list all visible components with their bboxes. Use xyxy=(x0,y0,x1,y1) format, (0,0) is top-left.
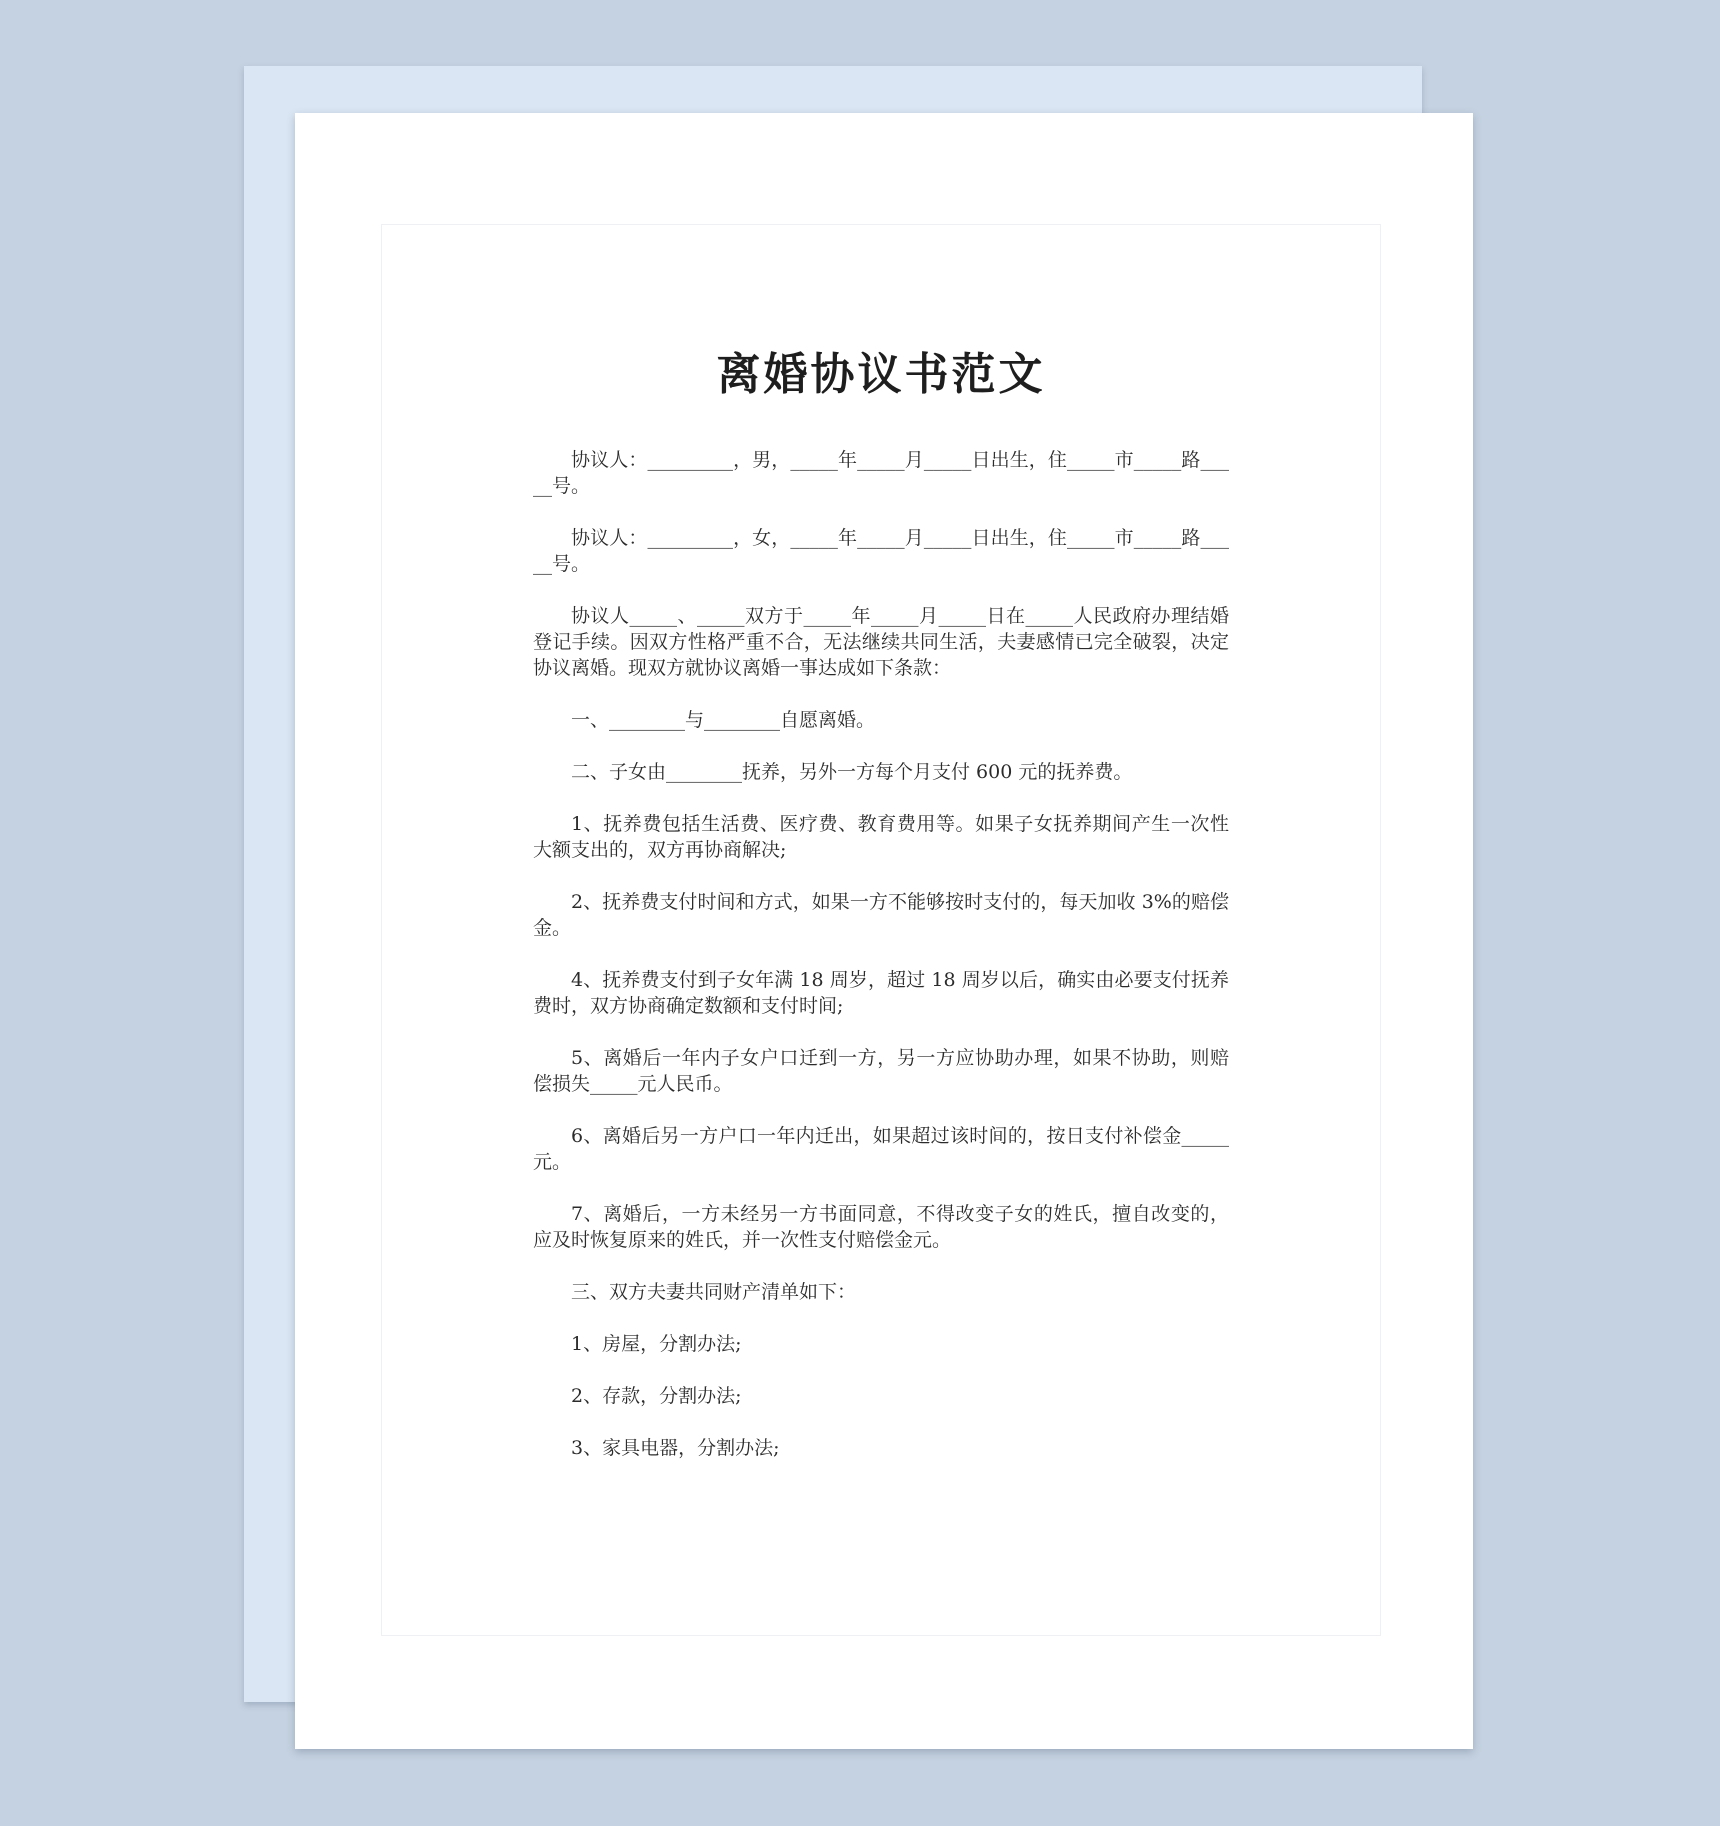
paragraph-party-female: 协议人：_________，女，_____年_____月_____日出生，住_____市_____路_____号。 xyxy=(533,527,1229,575)
clause-2-item-7: 7、离婚后，一方未经另一方书面同意，不得改变子女的姓氏，擅自改变的，应及时恢复原来的姓氏，并一次性支付赔偿金元。 xyxy=(533,1203,1229,1251)
clause-2-custody: 二、子女由________抚养，另外一方每个月支付 600 元的抚养费。 xyxy=(571,761,1133,783)
document-body xyxy=(533,345,1229,1487)
clause-1-divorce: 一、________与________自愿离婚。 xyxy=(571,709,876,731)
clause-2-item-6: 6、离婚后另一方户口一年内迁出，如果超过该时间的，按日支付补偿金_____元。 xyxy=(533,1125,1229,1173)
clause-2-item-1: 1、抚养费包括生活费、医疗费、教育费用等。如果子女抚养期间产生一次性大额支出的，双方再协商解决; xyxy=(533,813,1229,861)
clause-3-item-1: 1、房屋，分割办法; xyxy=(571,1333,742,1355)
clause-2-item-5: 5、离婚后一年内子女户口迁到一方，另一方应协助办理，如果不协助，则赔偿损失_____元人民币。 xyxy=(533,1047,1229,1095)
document-title: 离婚协议书范文 xyxy=(716,349,1046,400)
clause-3-item-2: 2、存款，分割办法; xyxy=(571,1385,742,1407)
clause-2-item-2: 2、抚养费支付时间和方式，如果一方不能够按时支付的，每天加收 3%的赔偿金。 xyxy=(533,891,1229,939)
clause-3-item-3: 3、家具电器，分割办法; xyxy=(571,1437,780,1459)
clause-2-item-4: 4、抚养费支付到子女年满 18 周岁，超过 18 周岁以后，确实由必要支付抚养费时，双方协商确定数额和支付时间; xyxy=(533,969,1229,1017)
front-page-sheet xyxy=(295,113,1473,1749)
clause-3-property: 三、双方夫妻共同财产清单如下： xyxy=(571,1281,857,1303)
paragraph-preamble: 协议人_____、_____双方于_____年_____月_____日在_____人民政府办理结婚登记手续。因双方性格严重不合，无法继续共同生活，夫妻感情已完全破裂，决定协议离婚。现双方就协议离婚一事达成如下条款： xyxy=(533,605,1229,679)
paragraph-party-male: 协议人：_________，男，_____年_____月_____日出生，住_____市_____路_____号。 xyxy=(533,449,1229,497)
